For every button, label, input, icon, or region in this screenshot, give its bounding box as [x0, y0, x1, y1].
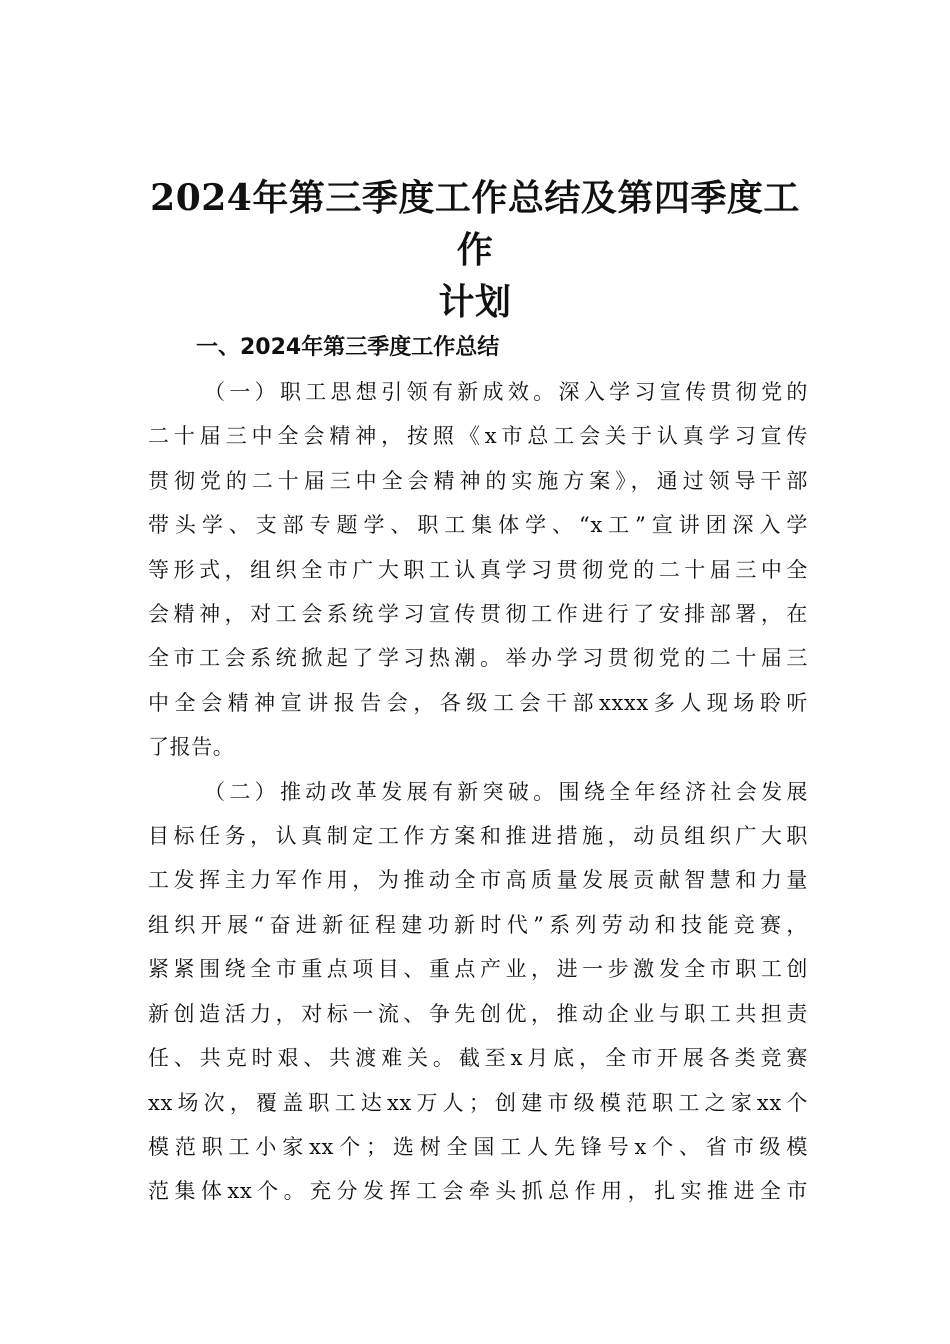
paragraph-line: 新创造活力，对标一流、争先创优，推动企业与职工共担责 — [148, 1001, 808, 1026]
title-line: 计划 — [438, 281, 512, 323]
paragraph-line: 组织开展“奋进新征程建功新时代”系列劳动和技能竞赛， — [148, 912, 808, 937]
paragraph-line: 等形式，组织全市广大职工认真学习贯彻党的二十届三中全 — [148, 557, 808, 582]
paragraph-line: 模范职工小家xx个；选树全国工人先锋号x个、省市级模 — [148, 1134, 808, 1159]
paragraph-ideological-guidance — [148, 370, 808, 770]
paragraph-line: 紧紧围绕全市重点项目、重点产业，进一步激发全市职工创 — [148, 957, 808, 982]
paragraph-reform-development — [148, 770, 808, 1214]
paragraph-line: 了报告。 — [148, 735, 235, 760]
document-title — [140, 172, 810, 328]
paragraph-line: 目标任务，认真制定工作方案和推进措施，动员组织广大职 — [148, 824, 808, 849]
title-line: 2024年第三季度工作总结及第四季度工作 — [150, 177, 800, 271]
paragraph-line: （一）职工思想引领有新成效。深入学习宣传贯彻党的 — [204, 380, 808, 404]
paragraph-line: （二）推动改革发展有新突破。围绕全年经济社会发展 — [204, 779, 808, 804]
paragraph-line: 任、共克时艰、共渡难关。截至x月底，全市开展各类竞赛 — [148, 1046, 808, 1071]
paragraph-line: 全市工会系统掀起了学习热潮。举办学习贯彻党的二十届三 — [148, 646, 808, 671]
paragraph-line: 中全会精神宣讲报告会，各级工会干部xxxx多人现场聆听 — [148, 690, 808, 715]
paragraph-line: 工发挥主力军作用，为推动全市高质量发展贡献智慧和力量 — [148, 868, 808, 893]
section-heading: 一、2024年第三季度工作总结 — [196, 335, 500, 360]
paragraph-line: 二十届三中全会精神，按照《x市总工会关于认真学习宣传 — [148, 424, 808, 449]
paragraph-line: 会精神，对工会系统学习宣传贯彻工作进行了安排部署，在 — [148, 602, 808, 627]
paragraph-line: xx场次，覆盖职工达xx万人；创建市级模范职工之家xx个 — [148, 1090, 808, 1115]
paragraph-line: 范集体xx个。充分发挥工会牵头抓总作用，扎实推进全市 — [148, 1179, 808, 1204]
document-body — [148, 326, 808, 1214]
paragraph-line: 贯彻党的二十届三中全会精神的实施方案》，通过领导干部 — [148, 468, 808, 493]
paragraph-line: 带头学、支部专题学、职工集体学、“x工”宣讲团深入学 — [148, 513, 808, 538]
